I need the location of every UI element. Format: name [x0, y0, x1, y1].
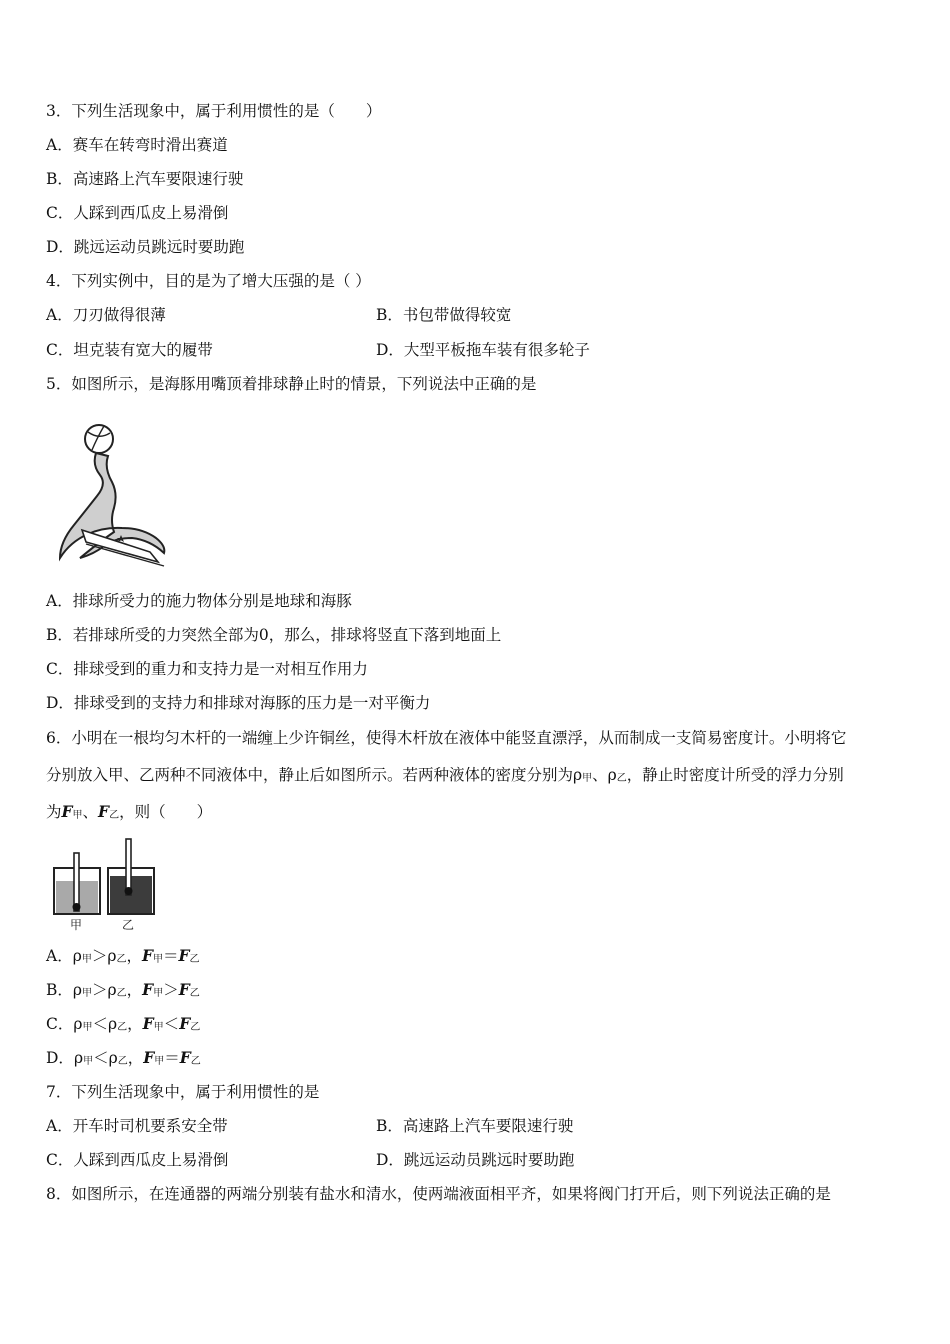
q6-stem-line1: 6．小明在一根均匀木杆的一端缠上少许铜丝，使得木杆放在液体中能竖直漂浮，从而制成一支简易密度计。小明将它: [46, 729, 847, 747]
densimeter-figure: [52, 837, 160, 933]
q6-option-d: D．ρ甲＜ρ乙，F甲＝F乙: [46, 1048, 201, 1067]
q4-option-a: A．刀刃做得很薄: [46, 306, 166, 324]
q6-stem-line2: 分别放入甲、乙两种不同液体中，静止后如图所示。若两种液体的密度分别为ρ甲、ρ乙，静止时密度计所受的浮力分别: [46, 766, 844, 784]
q3-option-d: D．跳远运动员跳远时要助跑: [46, 238, 245, 256]
q5-option-c: C．排球受到的重力和支持力是一对相互作用力: [46, 660, 368, 678]
q7-option-b: B．高速路上汽车要限速行驶: [376, 1117, 574, 1135]
q7-option-c: C．人踩到西瓜皮上易滑倒: [46, 1151, 229, 1169]
q6-option-c: C．ρ甲＜ρ乙，F甲＜F乙: [46, 1014, 201, 1033]
q5-option-b: B．若排球所受的力突然全部为0，那么，排球将竖直下落到地面上: [46, 626, 502, 644]
q6-option-b: B．ρ甲＞ρ乙，F甲＞F乙: [46, 980, 200, 999]
q6-stem-line3: 为F甲、F乙，则（ ）: [46, 802, 213, 821]
beaker-label-jia: 甲: [70, 918, 83, 932]
q4-option-d: D．大型平板拖车装有很多轮子: [376, 341, 590, 359]
q3-option-c: C．人踩到西瓜皮上易滑倒: [46, 204, 229, 222]
q7-option-d: D．跳远运动员跳远时要助跑: [376, 1151, 575, 1169]
q5-stem: 5．如图所示，是海豚用嘴顶着排球静止时的情景，下列说法中正确的是: [46, 375, 537, 393]
dolphin-ball-figure: [52, 420, 170, 570]
q3-option-a: A．赛车在转弯时滑出赛道: [46, 136, 228, 154]
q8-stem: 8．如图所示，在连通器的两端分别装有盐水和清水，使两端液面相平齐，如果将阀门打开后，则下列说法正确的是: [46, 1185, 831, 1203]
q5-option-a: A．排球所受力的施力物体分别是地球和海豚: [46, 592, 352, 610]
q3-option-b: B．高速路上汽车要限速行驶: [46, 170, 244, 188]
q6-option-a: A．ρ甲＞ρ乙，F甲＝F乙: [46, 946, 200, 965]
q3-stem: 3．下列生活现象中，属于利用惯性的是（ ）: [46, 102, 382, 120]
q4-stem: 4．下列实例中，目的是为了增大压强的是（ ）: [46, 272, 371, 290]
q5-option-d: D．排球受到的支持力和排球对海豚的压力是一对平衡力: [46, 694, 431, 712]
q4-option-c: C．坦克装有宽大的履带: [46, 341, 213, 359]
q7-option-a: A．开车时司机要系安全带: [46, 1117, 228, 1135]
q7-stem: 7．下列生活现象中，属于利用惯性的是: [46, 1083, 320, 1101]
beaker-label-yi: 乙: [122, 918, 135, 932]
q4-option-b: B．书包带做得较宽: [376, 306, 512, 324]
